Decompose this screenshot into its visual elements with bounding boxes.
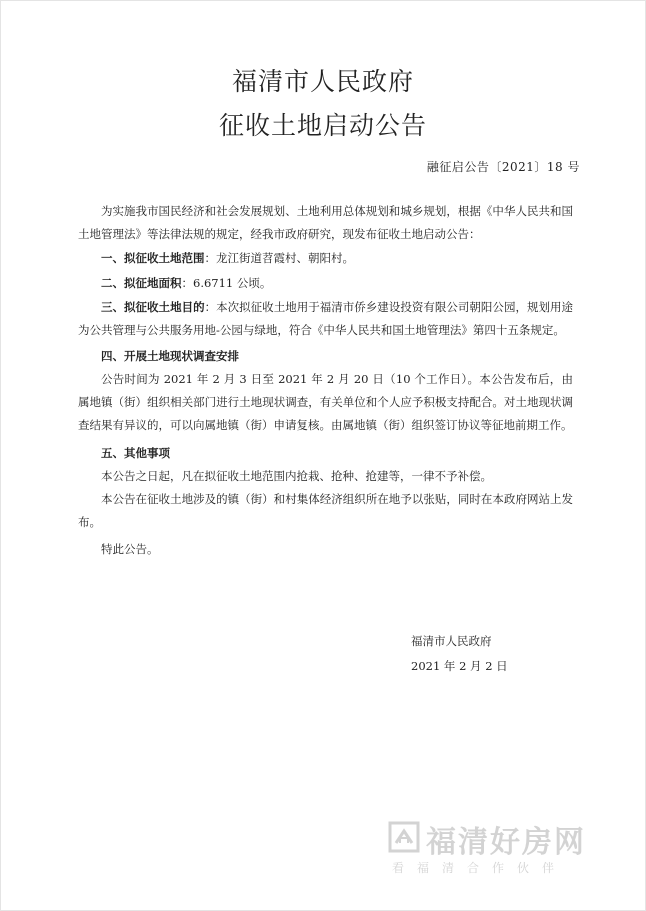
notice-body [78,200,573,246]
watermark [380,817,620,881]
section-3 [78,296,573,342]
section-1-heading: 一、拟征收土地范围 [101,251,205,265]
section-5 [78,442,573,534]
section-2-heading: 二、拟征地面积 [101,276,182,290]
section-5-text-1: 本公告之日起，凡在拟征收土地范围内抢栽、抢种、抢建等，一律不予补偿。 [101,469,492,483]
document-number: 融征启公告〔2021〕18 号 [426,160,580,174]
signature-date: 2021 年 2 月 2 日 [411,659,508,673]
section-4-text: 公告时间为 2021 年 2 月 3 日至 2021 年 2 月 20 日（10 个工作日）。本公告发布后，由属地镇（街）组织相关部门进行土地现状调查，有关单位和个人应予积极支持配合。对土地现状调查结果有异议的，可以向属地镇（街）申请复核。由属地镇（街）组织签订协议等征地前期工作。 [78,372,573,432]
section-3-heading: 三、拟征收土地目的 [101,300,205,314]
intro-paragraph: 为实施我市国民经济和社会发展规划、土地利用总体规划和城乡规划，根据《中华人民共和国土地管理法》等法律法规的规定，经我市政府研究，现发布征收土地启动公告： [78,204,573,241]
section-5-heading: 五、其他事项 [101,446,170,460]
section-4-heading: 四、开展土地现状调查安排 [101,349,239,363]
closing [78,538,573,561]
section-5-text-2: 本公告在征收土地涉及的镇（街）和村集体经济组织所在地予以张贴，同时在本政府网站上发布。 [78,492,573,529]
watermark-name: 福清好房网 [426,825,586,860]
closing-text: 特此公告。 [101,542,159,556]
section-1-text: ：龙江街道苕霞村、朝阳村。 [204,251,354,265]
section-4 [78,345,573,437]
signature-org: 福清市人民政府 [411,634,492,648]
watermark-slogan: 看福清合作伙伴 [392,861,568,875]
house-logo-icon [388,821,420,853]
page-title: 福清市人民政府 [231,67,414,96]
page-subtitle: 征收土地启动公告 [218,111,427,140]
section-1 [78,247,573,270]
section-2 [78,272,573,295]
section-2-text: ：6.6711 公顷。 [181,276,272,290]
section-3-text: ：本次拟征收土地用于福清市侨乡建设投资有限公司朝阳公园，规划用途为公共管理与公共服务用地-公园与绿地，符合《中华人民共和国土地管理法》第四十五条规定。 [78,300,574,337]
